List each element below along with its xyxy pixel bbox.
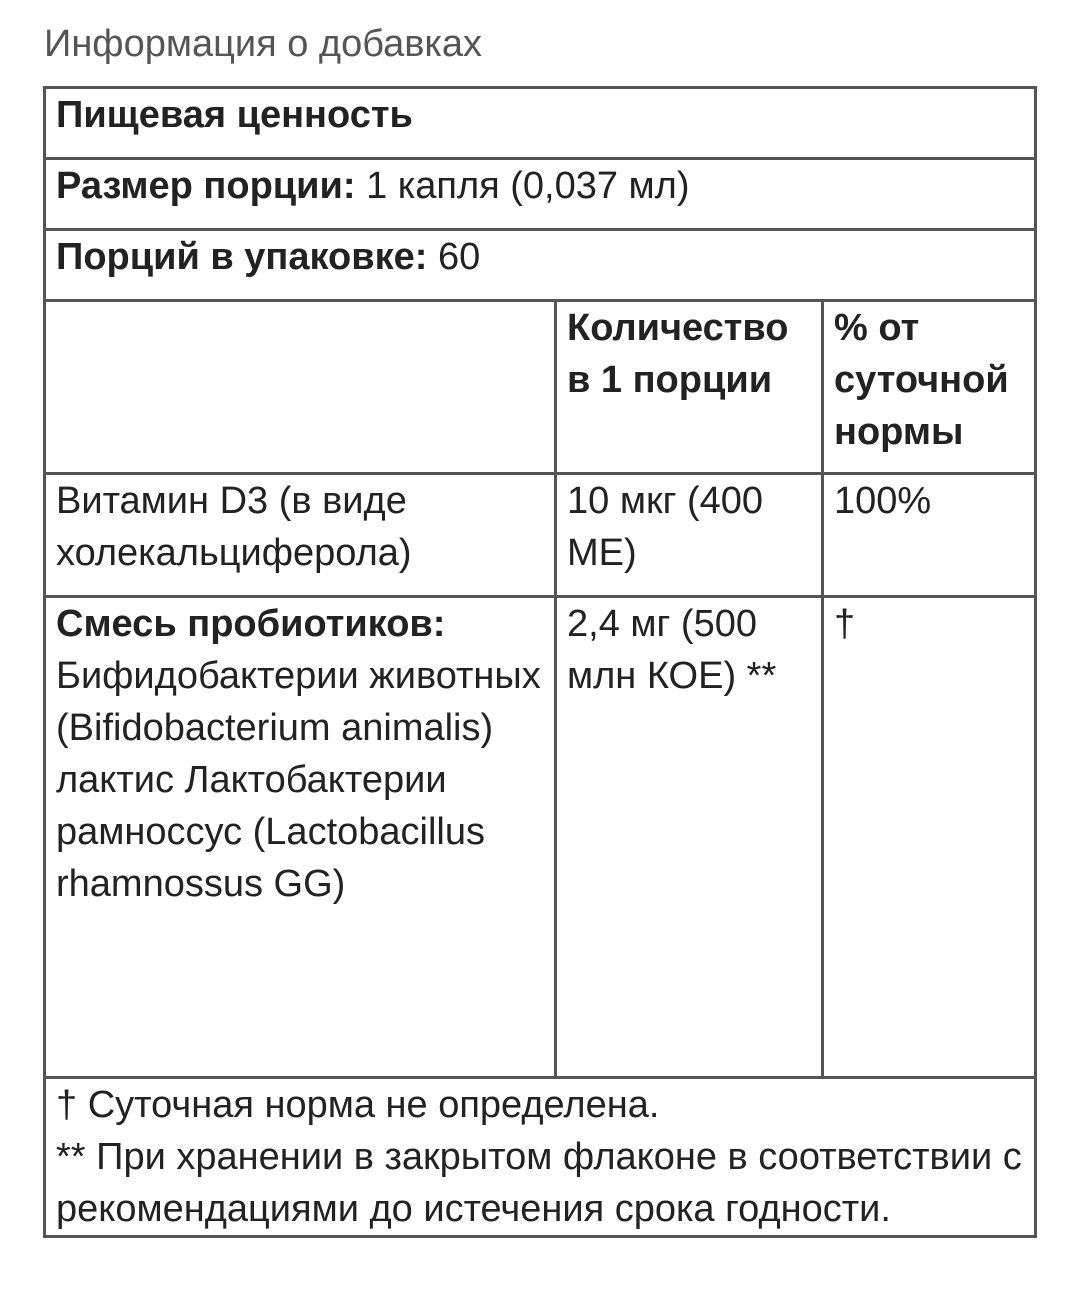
- serving-size-row: [45, 159, 1036, 230]
- nutrient-daily-value: 100%: [823, 474, 1036, 597]
- serving-size-cell: [45, 159, 1036, 230]
- servings-value: 60: [437, 236, 481, 278]
- nutrient-blend-title: Смесь пробиотиков:: [56, 603, 446, 645]
- nutrient-name: Витамин D3 (в виде холекальциферола): [45, 474, 556, 597]
- table-row: [45, 597, 1036, 1078]
- nutrient-name: Бифидобактерии животных (Bifidobacterium animalis) лактис Лактобактерии рамноссус (Lactobacillus rhamnossus GG): [56, 655, 541, 905]
- page-title: Информация о добавках: [44, 23, 483, 65]
- facts-heading-row: [45, 88, 1036, 159]
- servings-label: Порций в упаковке:: [56, 236, 428, 278]
- column-header-amount: Количество в 1 порции: [556, 301, 823, 474]
- footnotes-row: [45, 1078, 1036, 1237]
- servings-per-container-row: [45, 230, 1036, 301]
- column-header-daily-value: % от суточной нормы: [823, 301, 1036, 474]
- footnotes-cell: [45, 1078, 1036, 1237]
- nutrient-daily-value: †: [823, 597, 1036, 1078]
- nutrient-amount: 10 мкг (400 МЕ): [556, 474, 823, 597]
- serving-size-label: Размер порции:: [56, 165, 356, 207]
- servings-per-container-cell: [45, 230, 1036, 301]
- serving-size-value: 1 капля (0,037 мл): [366, 165, 690, 207]
- supplement-facts-table: [43, 86, 1037, 1238]
- nutrient-amount: 2,4 мг (500 млн КОЕ) **: [556, 597, 823, 1078]
- nutrient-name-cell: [45, 597, 556, 1078]
- table-row: [45, 474, 1036, 597]
- column-header-name: [45, 301, 556, 474]
- footnote-dagger: † Суточная норма не определена.: [56, 1084, 660, 1126]
- column-header-row: [45, 301, 1036, 474]
- facts-heading: Пищевая ценность: [45, 88, 1036, 159]
- footnote-double-asterisk: ** При хранении в закрытом флаконе в соответствии с рекомендациями до истечения срока годности.: [56, 1136, 1022, 1230]
